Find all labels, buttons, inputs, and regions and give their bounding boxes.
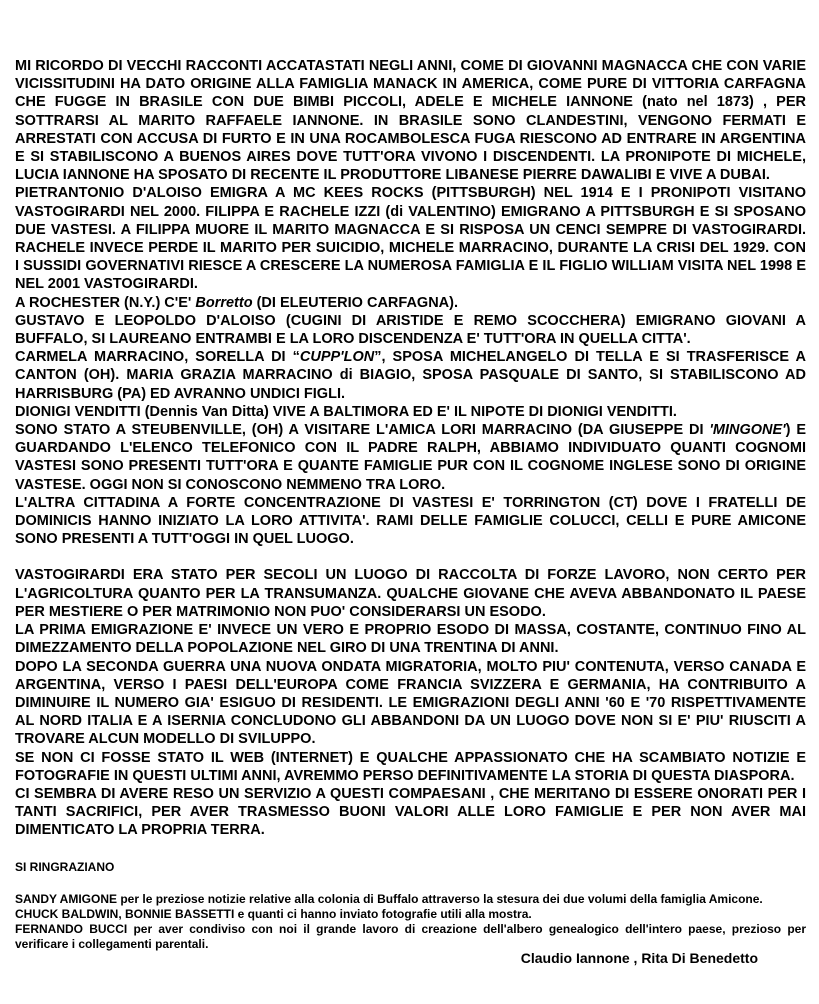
paragraph-spacer	[15, 548, 806, 566]
paragraph-web: SE NON CI FOSSE STATO IL WEB (INTERNET) E QUALCHE APPASSIONATO CHE HA SCAMBIATO NOTIZIE E FOTOGRAFIE IN QUESTI ULTIMI ANNI, AVREMMO PERSO DEFINITIVAMENTE LA STORIA DI QUESTA DIASPORA.	[15, 749, 806, 784]
credit-item: CHUCK BALDWIN, BONNIE BASSETTI e quanti ci hanno inviato fotografie utili alla mostra.	[15, 906, 532, 921]
document-page	[15, 57, 806, 966]
paragraph-servizio: CI SEMBRA DI AVERE RESO UN SERVIZIO A QUESTI COMPAESANI , CHE MERITANO DI ESSERE ONORATI PER I TANTI SACRIFICI, PER AVER TRASMESSO BUONI VALORI ALLE LORO FAMIGLIE E PER NON AVER MAI DIMENTICATO LA PROPRIA TERRA.	[15, 785, 806, 839]
paragraph-gustavo: GUSTAVO E LEOPOLDO D'ALOISO (CUGINI DI ARISTIDE E REMO SCOCCHERA) EMIGRANO GIOVANI A BUFFALO, SI LAUREANO ENTRAMBI E LA LORO DISCENDENZA E' TUTT'ORA IN QUELLA CITTA'.	[15, 312, 806, 348]
paragraph-rochester	[15, 294, 806, 312]
thanks-heading: SI RINGRAZIANO	[15, 859, 115, 874]
paragraph-pietrantonio: PIETRANTONIO D'ALOISO EMIGRA A MC KEES ROCKS (PITTSBURGH) NEL 1914 E I PRONIPOTI VISITANO VASTOGIRARDI NEL 2000. FILIPPA E RACHELE IZZI (di VALENTINO) EMIGRANO A PITTSBURGH E SI SPOSANO DUE VASTESI. A FILIPPA MUORE IL MARITO MAGNACCA E SI RISPOSA UN CENCI SEMPRE DI VASTOGIRARDI. RACHELE INVECE PERDE IL MARITO PER SUICIDIO, MICHELE MARRACINO, DURANTE LA CRISI DEL 1929. CON I SUSSIDI GOVERNATIVI RIESCE A CRESCERE LA NUMEROSA FAMIGLIA E IL FIGLIO WILLIAM VISITA NEL 1998 E NEL 2001 VASTOGIRARDI.	[15, 185, 806, 293]
steubenville-text: SONO STATO A STEUBENVILLE, (OH) A VISITARE L'AMICA LORI MARRACINO (DA GIUSEPPE DI	[15, 422, 710, 439]
steubenville-text-end: ) E GUARDANDO L'ELENCO TELEFONICO CON IL PADRE RALPH, ABBIAMO INDIVIDUATO QUANTI COGNOMI VASTESI SONO PRESENTI TUTT'ORA E QUANTE FAMIGLIE PUR CON IL COGNOME INGLESE SONO DI ORIGINE VASTESE. OGGI NON SI CONOSCONO NEMMENO TRA LORO.	[15, 422, 807, 493]
credits-list	[15, 892, 806, 952]
paragraph-vastogirardi: VASTOGIRARDI ERA STATO PER SECOLI UN LUOGO DI RACCOLTA DI FORZE LAVORO, NON CERTO PER L'AGRICOLTURA QUANTO PER LA TRANSUMANZA. QUALCHE GIOVANE CHE AVEVA ABBANDONATO IL PAESE PER MESTIERE O PER MATRIMONIO NON PUO' CONSIDERARSI UN ESODO.	[15, 567, 806, 620]
rochester-text: A ROCHESTER (N.Y.) C'E'	[15, 294, 196, 311]
carmela-italic: CUPP'LON	[299, 349, 375, 366]
carmela-text-end: ”, SPOSA MICHELANGELO DI TELLA E SI TRASFERISCE A CANTON (OH). MARIA GRAZIA MARRACINO di BIAGIO, SPOSA PASQUALE DI SANTO, SI STABILISCONO AD HARRISBURG (PA) ED AVRANNO UNDICI FIGLI.	[15, 349, 806, 402]
steubenville-italic: 'MINGONE'	[709, 422, 786, 439]
story-section	[15, 57, 806, 840]
paragraph-carmela	[15, 348, 806, 403]
paragraph-magnacca: MI RICORDO DI VECCHI RACCONTI ACCATASTATI NEGLI ANNI, COME DI GIOVANNI MAGNACCA CHE CON VARIE VICISSITUDINI HA DATO ORIGINE ALLA FAMIGLIA MANACK IN AMERICA, COME PURE DI VITTORIA CARFAGNA CHE FUGGE IN BRASILE CON DUE BIMBI PICCOLI, ADELE E MICHELE IANNONE (nato nel 1873) , PER SOTTRARSI AL MARITO RAFFAELE IANNONE. IN BRASILE SONO CLANDESTINI, VENGONO FERMATI E ARRESTATI CON ACCUSA DI FURTO E IN UNA ROCAMBOLESCA FUGA RIESCONO AD ENTRARE IN ARGENTINA E SI STABILISCONO A BUENOS AIRES DOVE TUTT'ORA VIVONO I DISCENDENTI. LA PRONIPOTE DI MICHELE, LUCIA IANNONE HA SPOSATO DI RECENTE IL PRODUTTORE LIBANESE PIERRE DAWALIBI E VIVE A DUBAI.	[15, 58, 806, 184]
paragraph-seconda-guerra: DOPO LA SECONDA GUERRA UNA NUOVA ONDATA MIGRATORIA, MOLTO PIU' CONTENUTA, VERSO CANADA E ARGENTINA, VERSO I PAESI DELL'EUROPA COME FRANCIA SVIZZERA E GERMANIA, HA CONTRIBUITO A DIMINUIRE IL NUMERO GIA' ESIGUO DI RESIDENTI. LE EMIGRAZIONI DEGLI ANNI '60 E '70 RISPETTIVAMENTE AL NORD ITALIA E A ISERNIA CONCLUDONO GLI ABBANDONI DA UN LUOGO DOVE NON SI E' PIU' RIUSCITI A TROVARE ALCUN MODELLO DI SVILUPPO.	[15, 658, 806, 748]
paragraph-prima-emigrazione: LA PRIMA EMIGRAZIONE E' INVECE UN VERO E PROPRIO ESODO DI MASSA, COSTANTE, CONTINUO FINO AL DIMEZZAMENTO DELLA POPOLAZIONE NEL GIRO DI UNA TRENTINA DI ANNI.	[15, 622, 806, 657]
paragraph-dionigi: DIONIGI VENDITTI (Dennis Van Ditta) VIVE A BALTIMORA ED E' IL NIPOTE DI DIONIGI VENDITTI.	[15, 403, 677, 420]
credit-item: FERNANDO BUCCI per aver condiviso con noi il grande lavoro di creazione dell'albero genealogico dell'intero paese, prezioso per verificare i collegamenti parentali.	[15, 921, 806, 951]
credit-item: SANDY AMIGONE per le preziose notizie relative alla colonia di Buffalo attraverso la stesura dei due volumi della famiglia Amicone.	[15, 891, 763, 906]
paragraph-steubenville	[15, 421, 806, 494]
rochester-text-end: (DI ELEUTERIO CARFAGNA).	[252, 294, 458, 311]
rochester-italic: Borretto	[195, 294, 253, 311]
carmela-text: CARMELA MARRACINO, SORELLA DI “	[15, 349, 300, 366]
signature: Claudio Iannone , Rita Di Benedetto	[520, 949, 758, 966]
paragraph-torrington: L'ALTRA CITTADINA A FORTE CONCENTRAZIONE DI VASTESI E' TORRINGTON (CT) DOVE I FRATELLI DE DOMINICIS HANNO INIZIATO LA LORO ATTIVITA'. RAMI DELLE FAMIGLIE COLUCCI, CELLI E PURE AMICONE SONO PRESENTI A TUTT'OGGI IN QUEL LUOGO.	[15, 494, 806, 548]
